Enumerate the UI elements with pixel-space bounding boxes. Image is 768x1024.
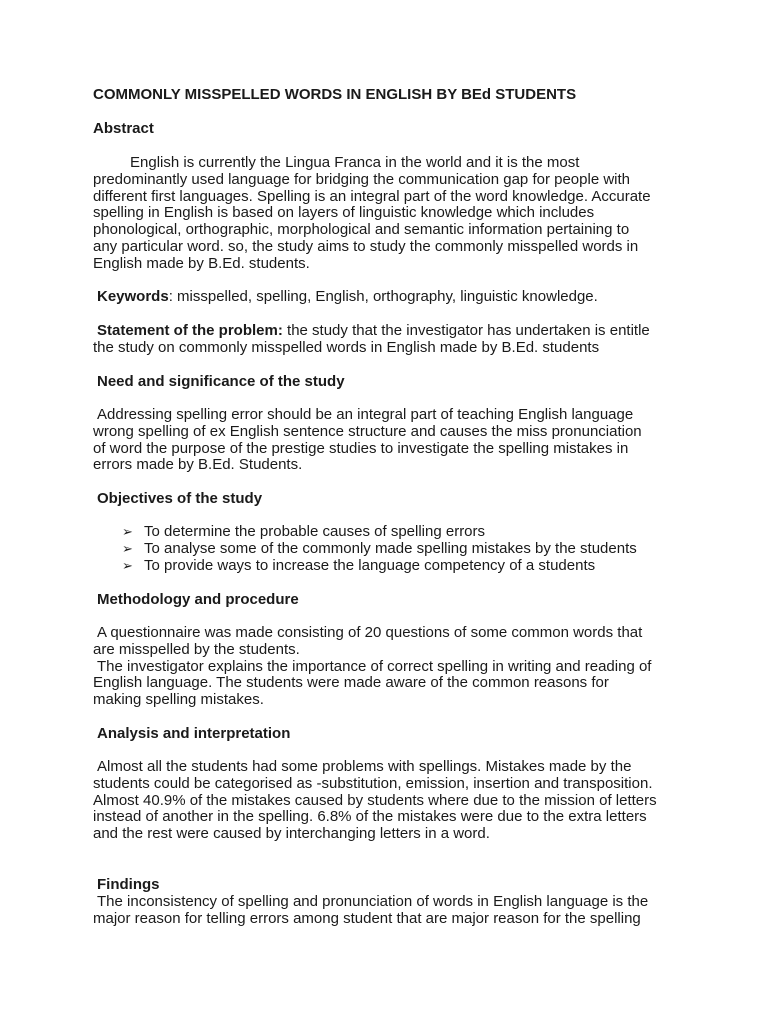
objective-text: To determine the probable causes of spelling errors: [144, 523, 486, 540]
analysis-heading: Analysis and interpretation: [97, 725, 291, 742]
methodology-line: making spelling mistakes.: [93, 691, 264, 709]
need-line: errors made by B.Ed. Students.: [93, 456, 303, 474]
keywords-label: Keywords: [97, 288, 169, 305]
analysis-line: instead of another in the spelling. 6.8% of the mistakes were due to the extra letters: [93, 808, 647, 826]
list-item: [122, 541, 637, 558]
abstract-line: spelling in English is based on layers of linguistic knowledge which includes: [93, 204, 595, 222]
abstract-line: phonological, orthographic, morphological and semantic information pertaining to: [93, 221, 630, 239]
analysis-line: and the rest were caused by interchanging letters in a word.: [93, 825, 490, 843]
findings-paragraph: [93, 894, 693, 928]
need-heading: Need and significance of the study: [97, 373, 345, 390]
methodology-line: A questionnaire was made consisting of 20 questions of some common words that: [97, 624, 643, 641]
abstract-line: English made by B.Ed. students.: [93, 254, 310, 272]
analysis-line: Almost 40.9% of the mistakes caused by students where due to the mission of letters: [93, 791, 657, 809]
problem-label: Statement of the problem:: [97, 322, 283, 339]
need-line: of word the purpose of the prestige studies to investigate the spelling mistakes in: [93, 439, 629, 457]
need-line: Addressing spelling error should be an integral part of teaching English language: [97, 406, 634, 423]
need-line: wrong spelling of ex English sentence structure and causes the miss pronunciation: [93, 422, 642, 440]
abstract-paragraph: [93, 155, 693, 273]
keywords-line: [93, 289, 697, 306]
document-title: COMMONLY MISSPELLED WORDS IN ENGLISH BY BEd STUDENTS: [93, 86, 577, 103]
methodology-paragraph: [93, 625, 693, 709]
abstract-line: different first languages. Spelling is an integral part of the word knowledge. Accurate: [93, 187, 651, 205]
abstract-line: English is currently the Lingua Franca in the world and it is the most: [130, 154, 580, 171]
findings-line: The inconsistency of spelling and pronunciation of words in English language is the: [97, 893, 649, 910]
need-paragraph: [93, 407, 693, 474]
methodology-line: are misspelled by the students.: [93, 640, 300, 658]
objectives-list: [122, 524, 637, 574]
methodology-line: The investigator explains the importance of correct spelling in writing and reading of: [97, 657, 652, 675]
methodology-heading: Methodology and procedure: [97, 591, 299, 608]
analysis-paragraph: [93, 759, 693, 843]
keywords-text: : misspelled, spelling, English, orthography, linguistic knowledge.: [168, 288, 598, 305]
objective-text: To provide ways to increase the language competency of a students: [144, 556, 596, 574]
analysis-line: Almost all the students had some problems with spellings. Mistakes made by the: [97, 758, 632, 775]
abstract-heading: Abstract: [93, 120, 154, 137]
problem-text: the study that the investigator has undertaken is entitle: [282, 322, 650, 339]
objectives-heading: Objectives of the study: [97, 490, 263, 507]
arrow-bullet-icon: ➢: [122, 524, 133, 539]
findings-line: major reason for telling errors among student that are major reason for the spelling: [93, 909, 641, 927]
list-item: [122, 558, 637, 575]
arrow-bullet-icon: ➢: [122, 540, 133, 556]
findings-heading: Findings: [97, 876, 160, 893]
list-item: [122, 524, 637, 541]
problem-text-continued: the study on commonly misspelled words in English made by B.Ed. students: [93, 338, 600, 356]
arrow-bullet-icon: ➢: [122, 557, 133, 573]
objective-text: To analyse some of the commonly made spelling mistakes by the students: [144, 539, 637, 557]
methodology-line: English language. The students were made aware of the common reasons for: [93, 674, 609, 692]
abstract-line: predominantly used language for bridging the communication gap for people with: [93, 170, 631, 188]
problem-statement: [93, 323, 693, 357]
abstract-line: any particular word. so, the study aims to study the commonly misspelled words in: [93, 237, 639, 255]
analysis-line: students could be categorised as -substitution, emission, insertion and transposition.: [93, 774, 653, 792]
